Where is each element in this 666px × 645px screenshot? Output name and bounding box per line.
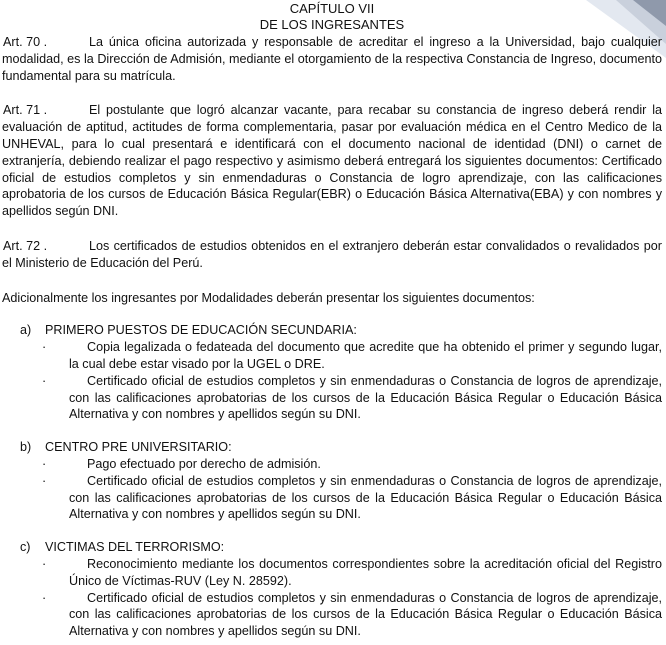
section-items (2, 339, 662, 423)
section-title (2, 322, 662, 339)
article-number: Art. 72 . (3, 238, 48, 253)
bullet-icon: · (42, 556, 47, 571)
list-item-text: Copia legalizada o fedateada del documento que acredite que ha obtenido el primer y segundo lugar, la cual debe estar visado por la UGEL o DRE. (69, 340, 662, 371)
article-71 (2, 102, 662, 220)
section-title (2, 539, 662, 556)
chapter-title: DE LOS INGRESANTES (259, 17, 405, 32)
article-text: El postulante que logró alcanzar vacante, para recabar su constancia de ingreso deberá rendir la evaluación de aptitud, actitudes de forma complementaria, pasar por evaluación médica en el Centro Medico de la UNHEVAL, para lo cual presentará e identificará con el documento nacional de identidad (DNI) o carnet de extranjería, debiendo realizar el pago respectivo y asimismo deberá entregará los siguientes documentos: Certificado oficial de estudios completos y sin enmendaduras o Constancia de logro aprendizaje, con las calificaciones aprobatoria de los cursos de Educación Básica Regular(EBR) o Educación Básica Alternativa(EBA) y con nombres y apellidos según DNI. (2, 103, 662, 219)
section-letter: a) (20, 323, 32, 338)
section-letter: b) (20, 440, 32, 455)
chapter-heading (2, 1, 662, 33)
article-number: Art. 70 . (3, 35, 48, 49)
bullet-icon: · (42, 373, 47, 388)
article-number: Art. 71 . (3, 103, 48, 118)
list-item (2, 556, 662, 590)
bullet-icon: · (42, 340, 47, 355)
article-70 (2, 34, 662, 84)
article-text: Los certificados de estudios obtenidos en el extranjero deberán estar convalidados o revalidados por el Ministerio de Educación del Perú. (2, 238, 662, 270)
section-title (2, 439, 662, 456)
list-item-text: Certificado oficial de estudios completos y sin enmendaduras o Constancia de logros de aprendizaje, con las calificaciones aprobatorias de los cursos de la Educación Básica Regular o Educación Básica Alternativa y con nombres y apellidos según su DNI. (69, 373, 662, 422)
intro-paragraph: Adicionalmente los ingresantes por Modalidades deberán presentar los siguientes documentos: (2, 290, 535, 305)
article-72 (2, 238, 662, 272)
list-item (2, 456, 662, 473)
section-title-text: VICTIMAS DEL TERRORISMO: (45, 540, 225, 555)
bullet-icon: · (42, 590, 47, 605)
section-items (2, 456, 662, 523)
article-text: La única oficina autorizada y responsable de acreditar el ingreso a la Universidad, bajo cualquier modalidad, es la Dirección de Admisión, mediante el otorgamiento de la respectiva Constancia de Ingreso, documento fundamental para su matrícula. (2, 35, 662, 83)
section-title-text: PRIMERO PUESTOS DE EDUCACIÓN SECUNDARIA: (45, 323, 357, 338)
section-items (2, 556, 662, 640)
list-item (2, 473, 662, 523)
section-centro-pre (2, 439, 662, 523)
list-item-text: Certificado oficial de estudios completos y sin enmendaduras o Constancia de logros de aprendizaje, con las calificaciones aprobatorias de los cursos de la Educación Básica Regular o Educación Básica Alternativa y con nombres y apellidos según su DNI. (69, 473, 662, 522)
section-title-text: CENTRO PRE UNIVERSITARIO: (45, 440, 232, 455)
list-item-text: Pago efectuado por derecho de admisión. (87, 456, 321, 471)
list-item-text: Certificado oficial de estudios completos y sin enmendaduras o Constancia de logros de aprendizaje, con las calificaciones aprobatorias de los cursos de la Educación Básica Regular o Educación Básica Alternativa y con nombres y apellidos según su DNI. (69, 590, 662, 639)
section-primeros-puestos (2, 322, 662, 423)
list-item (2, 373, 662, 423)
bullet-icon: · (42, 473, 47, 488)
chapter-number: CAPÍTULO VII (289, 1, 375, 16)
section-victimas (2, 539, 662, 640)
document-page (2, 1, 662, 640)
section-letter: c) (20, 540, 31, 555)
list-item (2, 590, 662, 640)
list-item-text: Reconocimiento mediante los documentos correspondientes sobre la acreditación oficial del Registro Único de Víctimas-RUV (Ley N. 28592). (69, 556, 662, 588)
bullet-icon: · (42, 456, 47, 471)
list-item (2, 339, 662, 373)
